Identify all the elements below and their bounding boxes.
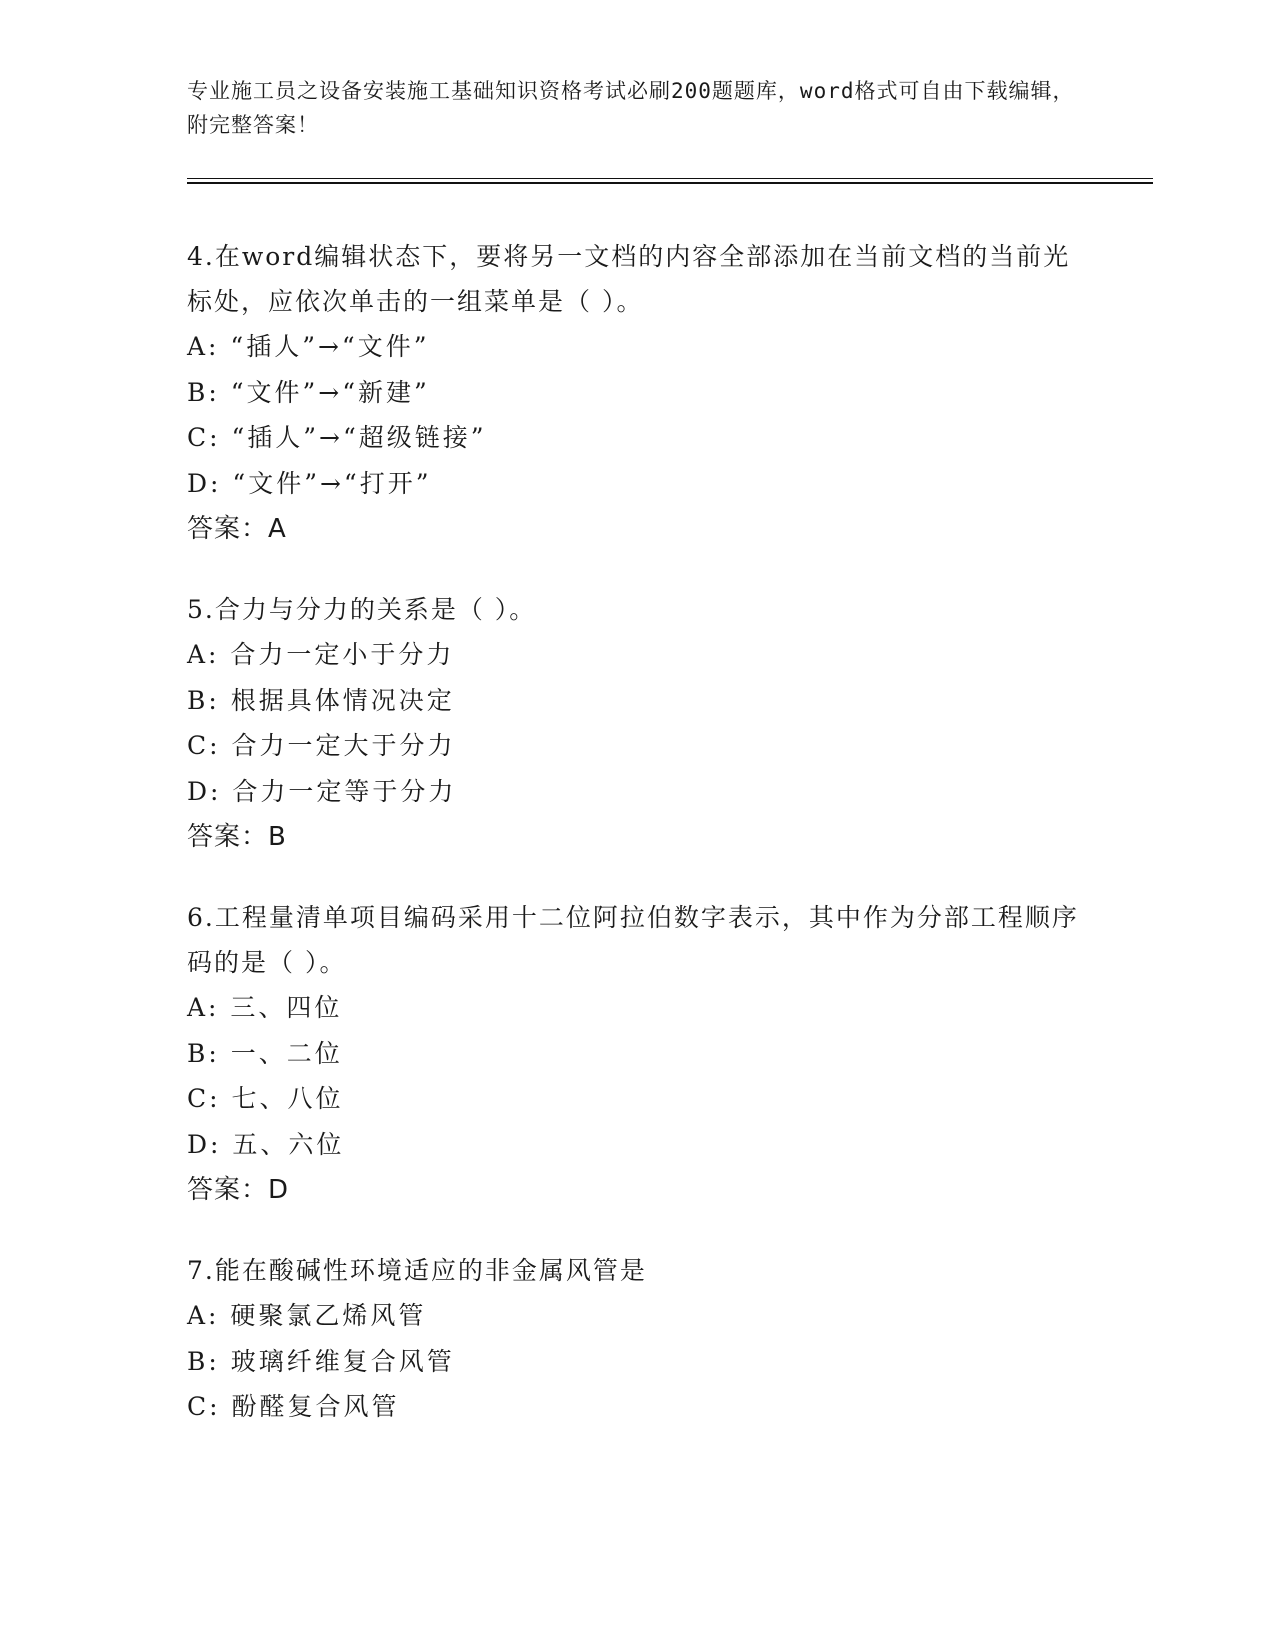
option-a: A: 合力一定小于分力	[187, 640, 455, 669]
question-5	[187, 587, 1087, 860]
question-list	[187, 234, 1087, 1465]
option-c: C: 七、八位	[187, 1084, 344, 1113]
document-header: 专业施工员之设备安装施工基础知识资格考试必刷200题题库，word格式可自由下载编辑，附完整答案！	[187, 79, 1075, 137]
option-a: A: 三、四位	[187, 993, 343, 1022]
option-b: B: 一、二位	[187, 1038, 343, 1068]
question-text: 6.工程量清单项目编码采用十二位阿拉伯数字表示，其中作为分部工程顺序码的是（ ）。	[187, 903, 1079, 977]
option-b: B: 根据具体情况决定	[187, 685, 455, 715]
option-a: A: 硬聚氯乙烯风管	[187, 1301, 427, 1330]
question-text: 5.合力与分力的关系是（ ）。	[187, 595, 537, 624]
question-6	[187, 895, 1087, 1213]
question-text: 7.能在酸碱性环境适应的非金属风管是	[187, 1256, 647, 1285]
option-c: C: 酚醛复合风管	[187, 1392, 400, 1421]
question-text: 4.在word编辑状态下，要将另一文档的内容全部添加在当前文档的当前光标处，应依次单击的一组菜单是（ ）。	[187, 242, 1071, 316]
question-4	[187, 234, 1087, 552]
option-d: D: 合力一定等于分力	[187, 776, 457, 806]
answer-line: 答案：B	[187, 822, 287, 852]
option-b: B: 玻璃纤维复合风管	[187, 1346, 455, 1376]
header-divider-thick	[187, 182, 1153, 184]
option-d: D: “文件”→“打开”	[187, 468, 432, 498]
option-d: D: 五、六位	[187, 1129, 345, 1159]
answer-line: 答案：A	[187, 514, 287, 544]
option-c: C: “插人”→“超级链接”	[187, 423, 487, 452]
answer-line: 答案：D	[187, 1175, 290, 1205]
option-a: A: “插人”→“文件”	[187, 332, 430, 361]
option-c: C: 合力一定大于分力	[187, 731, 456, 760]
header-divider-thin	[187, 178, 1153, 179]
option-b: B: “文件”→“新建”	[187, 377, 430, 407]
question-7	[187, 1248, 1087, 1430]
